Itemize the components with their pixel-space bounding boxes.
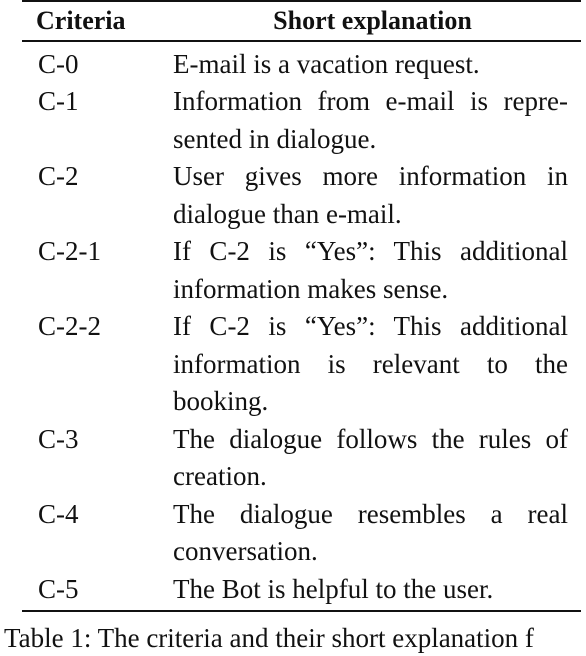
criterion-cell: C-5 — [38, 573, 79, 604]
explanation-line: conversation. — [173, 536, 318, 566]
criterion-cell: C-3 — [38, 423, 79, 454]
explanation-line: information makes sense. — [173, 273, 449, 304]
criterion-cell: C-1 — [38, 86, 79, 116]
explanation-cell — [173, 496, 568, 571]
explanation-line: The Bot is helpful to the user. — [173, 573, 494, 604]
criterion-cell: C-2-2 — [38, 311, 101, 341]
table-row — [22, 421, 581, 496]
explanation-cell — [173, 83, 568, 158]
explanation-cell — [173, 46, 568, 84]
explanation-line: E-mail is a vacation request. — [173, 48, 480, 79]
table-row — [22, 308, 581, 421]
explanation-line: User gives more information in — [173, 161, 568, 191]
table-caption: Table 1: The criteria and their short explanation f — [4, 623, 534, 653]
explanation-cell — [173, 158, 568, 233]
explanation-cell — [173, 421, 568, 496]
criteria-table — [22, 0, 581, 612]
criterion-cell: C-0 — [38, 48, 79, 79]
header-criteria: Criteria — [36, 6, 126, 35]
explanation-line: Information from e-mail is repre- — [173, 86, 568, 116]
criterion-cell: C-2-1 — [38, 236, 101, 266]
explanation-cell — [173, 308, 568, 421]
explanation-line: booking. — [173, 386, 269, 416]
explanation-line: sented in dialogue. — [173, 123, 377, 154]
criterion-cell: C-2 — [38, 161, 79, 191]
criterion-cell: C-4 — [38, 498, 79, 529]
table-bottom-rule — [22, 610, 581, 612]
explanation-line: If C-2 is “Yes”: This additional — [173, 236, 568, 266]
table-row — [22, 571, 581, 609]
header-explanation: Short explanation — [273, 6, 472, 35]
table-body — [22, 42, 581, 611]
explanation-line: The dialogue follows the rules of — [173, 423, 568, 454]
explanation-cell — [173, 233, 568, 308]
table-row — [22, 233, 581, 308]
explanation-cell — [173, 571, 568, 609]
explanation-line: If C-2 is “Yes”: This additional — [173, 311, 568, 341]
table-row — [22, 46, 581, 84]
table-header-row — [22, 2, 581, 40]
table-row — [22, 83, 581, 158]
explanation-line: creation. — [173, 461, 267, 491]
explanation-line: The dialogue resembles a real — [173, 498, 568, 529]
table-row — [22, 496, 581, 571]
explanation-line: dialogue than e-mail. — [173, 198, 402, 229]
explanation-line: information is relevant to the — [173, 348, 568, 379]
table-row — [22, 158, 581, 233]
